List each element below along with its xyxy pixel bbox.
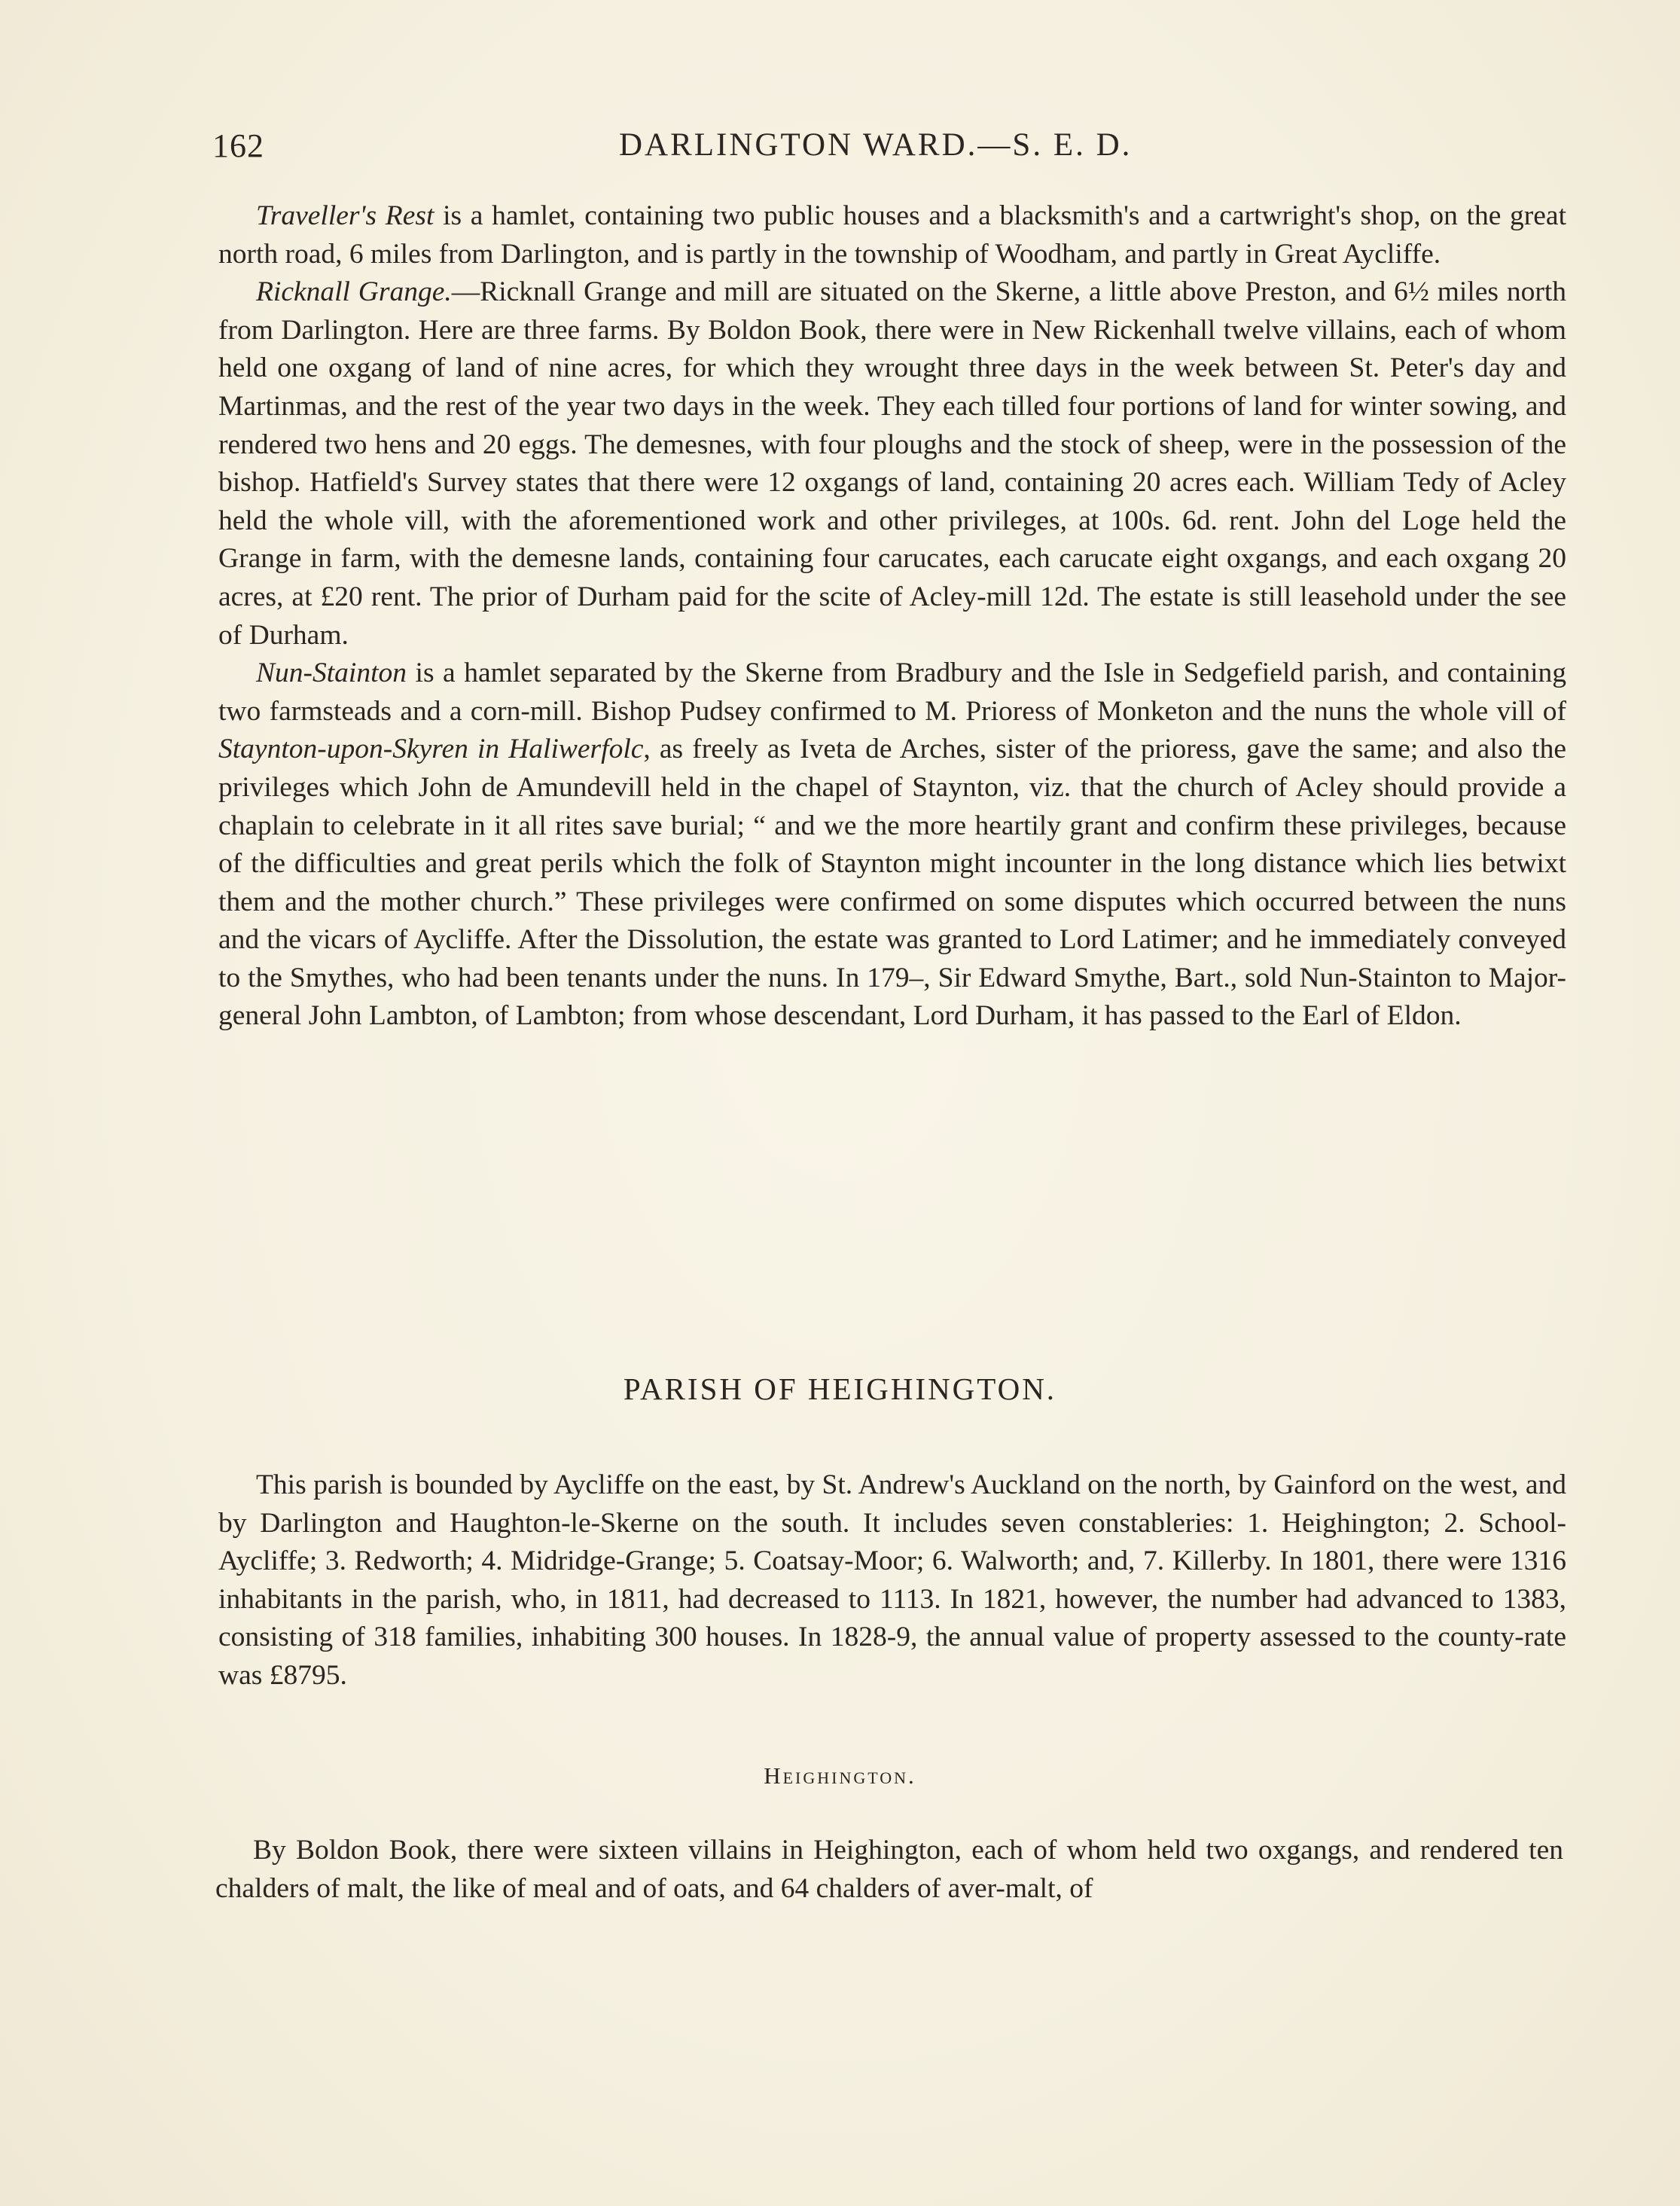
subsection-paragraph: By Boldon Book, there were sixteen villains in Heighington, each of whom held two oxgangs, and rendered ten chalders of malt, the like of meal and of oats, and 64 chalders of aver-malt, of: [215, 1835, 1563, 1904]
paragraph-text: , as freely as Iveta de Arches, sister of the prioress, gave the same; and also the privileges which John de Amundevill held in the chapel of Staynton, viz. that the church of Acley should provide a chaplain to celebrate in it all rites save burial; “ and we the more heartily grant and confirm these privileges, because of the difficulties and great perils which the folk of Staynton might incounter in the long distance which lies betwixt them and the mother church.” These privileges were confirmed on some disputes which occurred between the nuns and the vicars of Aycliffe. After the Dissolution, the estate was granted to Lord Latimer; and he immediately conveyed to the Smythes, who had been tenants under the nuns. In 179–, Sir Edward Smythe, Bart., sold Nun-Stainton to Major-general John Lambton, of Lambton; from whose descendant, Lord Durham, it has passed to the Earl of Eldon.: [218, 734, 1566, 1032]
subsection-text-block: [215, 1832, 1563, 1908]
page-header: [212, 127, 1569, 172]
paragraph-travellers-rest: [218, 197, 1566, 273]
page-number: 162: [212, 127, 264, 164]
paragraph-lead: Nun-Stainton: [256, 658, 407, 689]
paragraph-lead: Traveller's Rest: [256, 200, 434, 231]
paragraph-nun-stainton: [218, 654, 1566, 1036]
subsection-title: Heighington.: [764, 1762, 916, 1789]
paragraph-text: is a hamlet separated by the Skerne from Bradbury and the Isle in Sedgefield parish, and containing two farmsteads and a corn-mill. Bishop Pudsey confirmed to M. Prioress of Monketon and the nuns the whole vill of: [218, 658, 1566, 727]
paragraph-lead: Ricknall Grange.: [256, 276, 452, 308]
main-text: [218, 197, 1566, 1036]
section-title: PARISH OF HEIGHINGTON.: [623, 1372, 1057, 1406]
paragraph-ricknall-grange: [218, 273, 1566, 654]
paragraph-text: is a hamlet, containing two public houses and a blacksmith's and a cartwright's shop, on the great north road, 6 miles from Darlington, and is partly in the township of Woodham, and partly in Great Aycliffe.: [218, 200, 1566, 270]
running-head: DARLINGTON WARD.—S. E. D.: [619, 127, 1133, 163]
paragraph-italic-place: Staynton-upon-Skyren in Haliwerfolc: [218, 734, 644, 765]
section-paragraph: This parish is bounded by Aycliffe on the east, by St. Andrew's Auckland on the north, by Gainford on the west, and by Darlington and Haughton-le-Skerne on the south. It includes seven constableries: 1. Heighington; 2. School-Aycliffe; 3. Redworth; 4. Midridge-Grange; 5. Coatsay-Moor; 6. Walworth; and, 7. Killerby. In 1801, there were 1316 inhabitants in the parish, who, in 1811, had decreased to 1113. In 1821, however, the number had advanced to 1383, consisting of 318 families, inhabiting 300 houses. In 1828-9, the annual value of property assessed to the county-rate was £8795.: [218, 1469, 1566, 1691]
paragraph-text: —Ricknall Grange and mill are situated on the Skerne, a little above Preston, and 6½ miles north from Darlington. Here are three farms. By Boldon Book, there were in New Rickenhall twelve villains, each of whom held one oxgang of land of nine acres, for which they wrought three days in the week between St. Peter's day and Martinmas, and the rest of the year two days in the week. They each tilled four portions of land for winter sowing, and rendered two hens and 20 eggs. The demesnes, with four ploughs and the stock of sheep, were in the possession of the bishop. Hatfield's Survey states that there were 12 oxgangs of land, containing 20 acres each. William Tedy of Acley held the whole vill, with the aforementioned work and other privileges, at 100s. 6d. rent. John del Loge held the Grange in farm, with the demesne lands, containing four carucates, each carucate eight oxgangs, and each oxgang 20 acres, at £20 rent. The prior of Durham paid for the scite of Acley-mill 12d. The estate is still leasehold under the see of Durham.: [218, 276, 1566, 651]
section-text-block: [218, 1466, 1566, 1695]
